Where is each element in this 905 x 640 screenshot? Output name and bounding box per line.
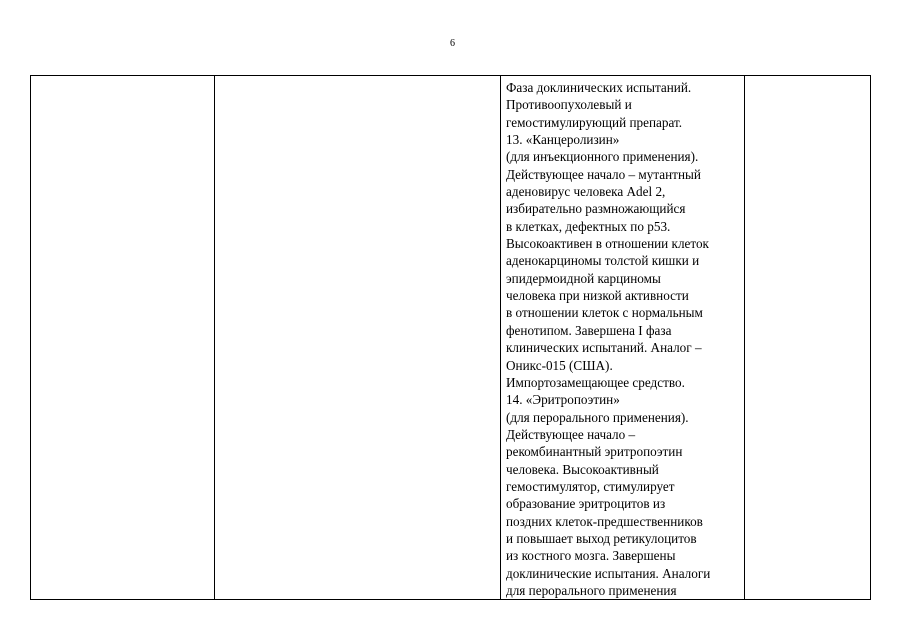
text-line: человека. Высокоактивный xyxy=(506,461,659,477)
text-line: из костного мозга. Завершены xyxy=(506,548,676,564)
text-line: доклинические испытания. Аналоги xyxy=(506,565,711,581)
cell-1-text xyxy=(31,76,214,79)
text-line: в клетках, дефектных по р53. xyxy=(506,218,671,234)
table-cell-1 xyxy=(31,76,215,600)
text-line: в отношении клеток с нормальным xyxy=(506,305,703,321)
cell-2-text xyxy=(215,76,500,79)
text-line: поздних клеток-предшественников xyxy=(506,513,703,529)
table-cell-4 xyxy=(745,76,871,600)
text-line: фенотипом. Завершена I фаза xyxy=(506,322,672,338)
text-line: (для перорального применения). xyxy=(506,409,689,425)
text-line: Действующее начало – мутантный xyxy=(506,166,701,182)
text-line: 14. «Эритропоэтин» xyxy=(506,392,620,408)
document-table xyxy=(30,75,871,600)
text-line: Противоопухолевый и xyxy=(506,97,632,113)
cell-4-text xyxy=(745,76,870,79)
text-line: избирательно размножающийся xyxy=(506,201,686,217)
table-cell-3 xyxy=(501,76,745,600)
text-line: 13. «Канцеролизин» xyxy=(506,132,620,148)
text-line: гемостимулятор, стимулирует xyxy=(506,478,675,494)
text-line: Импортозамещающее средство. xyxy=(506,374,685,390)
text-line: Оникс-015 (США). xyxy=(506,357,613,373)
text-line: Действующее начало – xyxy=(506,426,636,442)
text-line: Высокоактивен в отношении клеток xyxy=(506,236,709,252)
text-line: и повышает выход ретикулоцитов xyxy=(506,530,697,546)
page-number: 6 xyxy=(450,38,455,49)
text-line: гемостимулирующий препарат. xyxy=(506,114,683,130)
text-line: рекомбинантный эритропоэтин xyxy=(506,444,683,460)
text-line: аденокарциномы толстой кишки и xyxy=(506,253,700,269)
text-line: образование эритроцитов из xyxy=(506,496,666,512)
text-line: человека при низкой активности xyxy=(506,288,689,304)
text-line: для перорального применения xyxy=(506,582,677,598)
table-cell-2 xyxy=(215,76,501,600)
text-line: клинических испытаний. Аналог – xyxy=(506,340,702,356)
table-row xyxy=(31,76,871,600)
text-line: Фаза доклинических испытаний. xyxy=(506,80,692,95)
text-line: эпидермоидной карциномы xyxy=(506,270,661,286)
cell-3-text xyxy=(501,76,744,599)
text-line: аденовирус человека Adel 2, xyxy=(506,184,666,200)
text-line: (для инъекционного применения). xyxy=(506,149,699,165)
